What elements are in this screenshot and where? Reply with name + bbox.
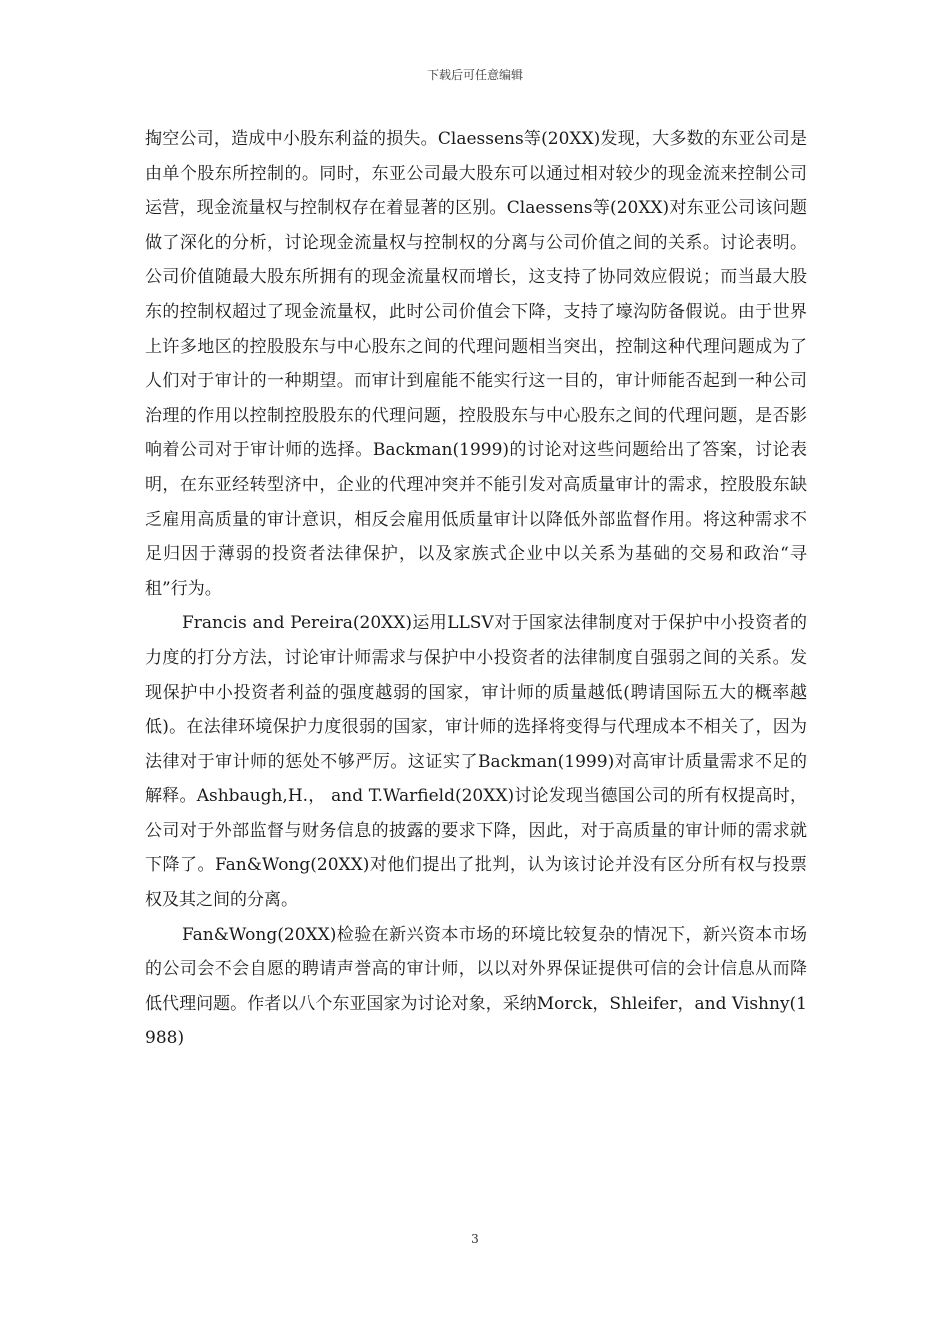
paragraph-1: 掏空公司，造成中小股东利益的损失。Claessens等(20XX)发现，大多数的东亚公司是由单个股东所控制的。同时，东亚公司最大股东可以通过相对较少的现金流来控制公司运营，现金流量权与控制权存在着显著的区别。Claessens等(20XX)对东亚公司该问题做了深化的分析，讨论现金流量权与控制权的分离与公司价值之间的关系。讨论表明。公司价值随最大股东所拥有的现金流量权而增长，这支持了协同效应假说；而当最大股东的控制权超过了现金流量权，此时公司价值会下降，支持了壕沟防备假说。由于世界上许多地区的控股股东与中心股东之间的代理问题相当突出，控制这种代理问题成为了人们对于审计的一种期望。而审计到雇能不能实行这一目的，审计师能否起到一种公司治理的作用以控制控股股东的代理问题，控股股东与中心股东之间的代理问题，是否影响着公司对于审计师的选择。Backman(1999)的讨论对这些问题给出了答案，讨论表明，在东亚经转型济中，企业的代理冲突并不能引发对高质量审计的需求，控股股东缺乏雇用高质量的审计意识，相反会雇用低质量审计以降低外部监督作用。将这种需求不足归因于薄弱的投资者法律保护，以及家族式企业中以关系为基础的交易和政治“寻租”行为。 (145, 129, 807, 599)
page-number: 3 (471, 1232, 479, 1246)
document-body (145, 122, 807, 1056)
paragraph-2: Francis and Pereira(20XX)运用LLSV对于国家法律制度对于保护中小投资者的力度的打分方法，讨论审计师需求与保护中小投资者的法律制度自强弱之间的关系。发现保护中小投资者利益的强度越弱的国家，审计师的质量越低(聘请国际五大的概率越低)。在法律环境保护力度很弱的国家，审计师的选择将变得与代理成本不相关了，因为法律对于审计师的惩处不够严厉。这证实了Backman(1999)对高审计质量需求不足的解释。Ashbaugh,H.， and T.Warfield(20XX)讨论发现当德国公司的所有权提高时，公司对于外部监督与财务信息的披露的要求下降，因此，对于高质量的审计师的需求就下降了。Fan&Wong(20XX)对他们提出了批判，认为该讨论并没有区分所有权与投票权及其之间的分离。 (145, 613, 807, 911)
page-header: 下载后可任意编辑 (426, 68, 523, 82)
paragraph-3: Fan&Wong(20XX)检验在新兴资本市场的环境比较复杂的情况下，新兴资本市场的公司会不会自愿的聘请声誉高的审计师，以以对外界保证提供可信的会计信息从而降低代理问题。作者以八个东亚国家为讨论对象，采纳Morck，Shleifer，and Vishny(1988) (145, 924, 807, 1049)
